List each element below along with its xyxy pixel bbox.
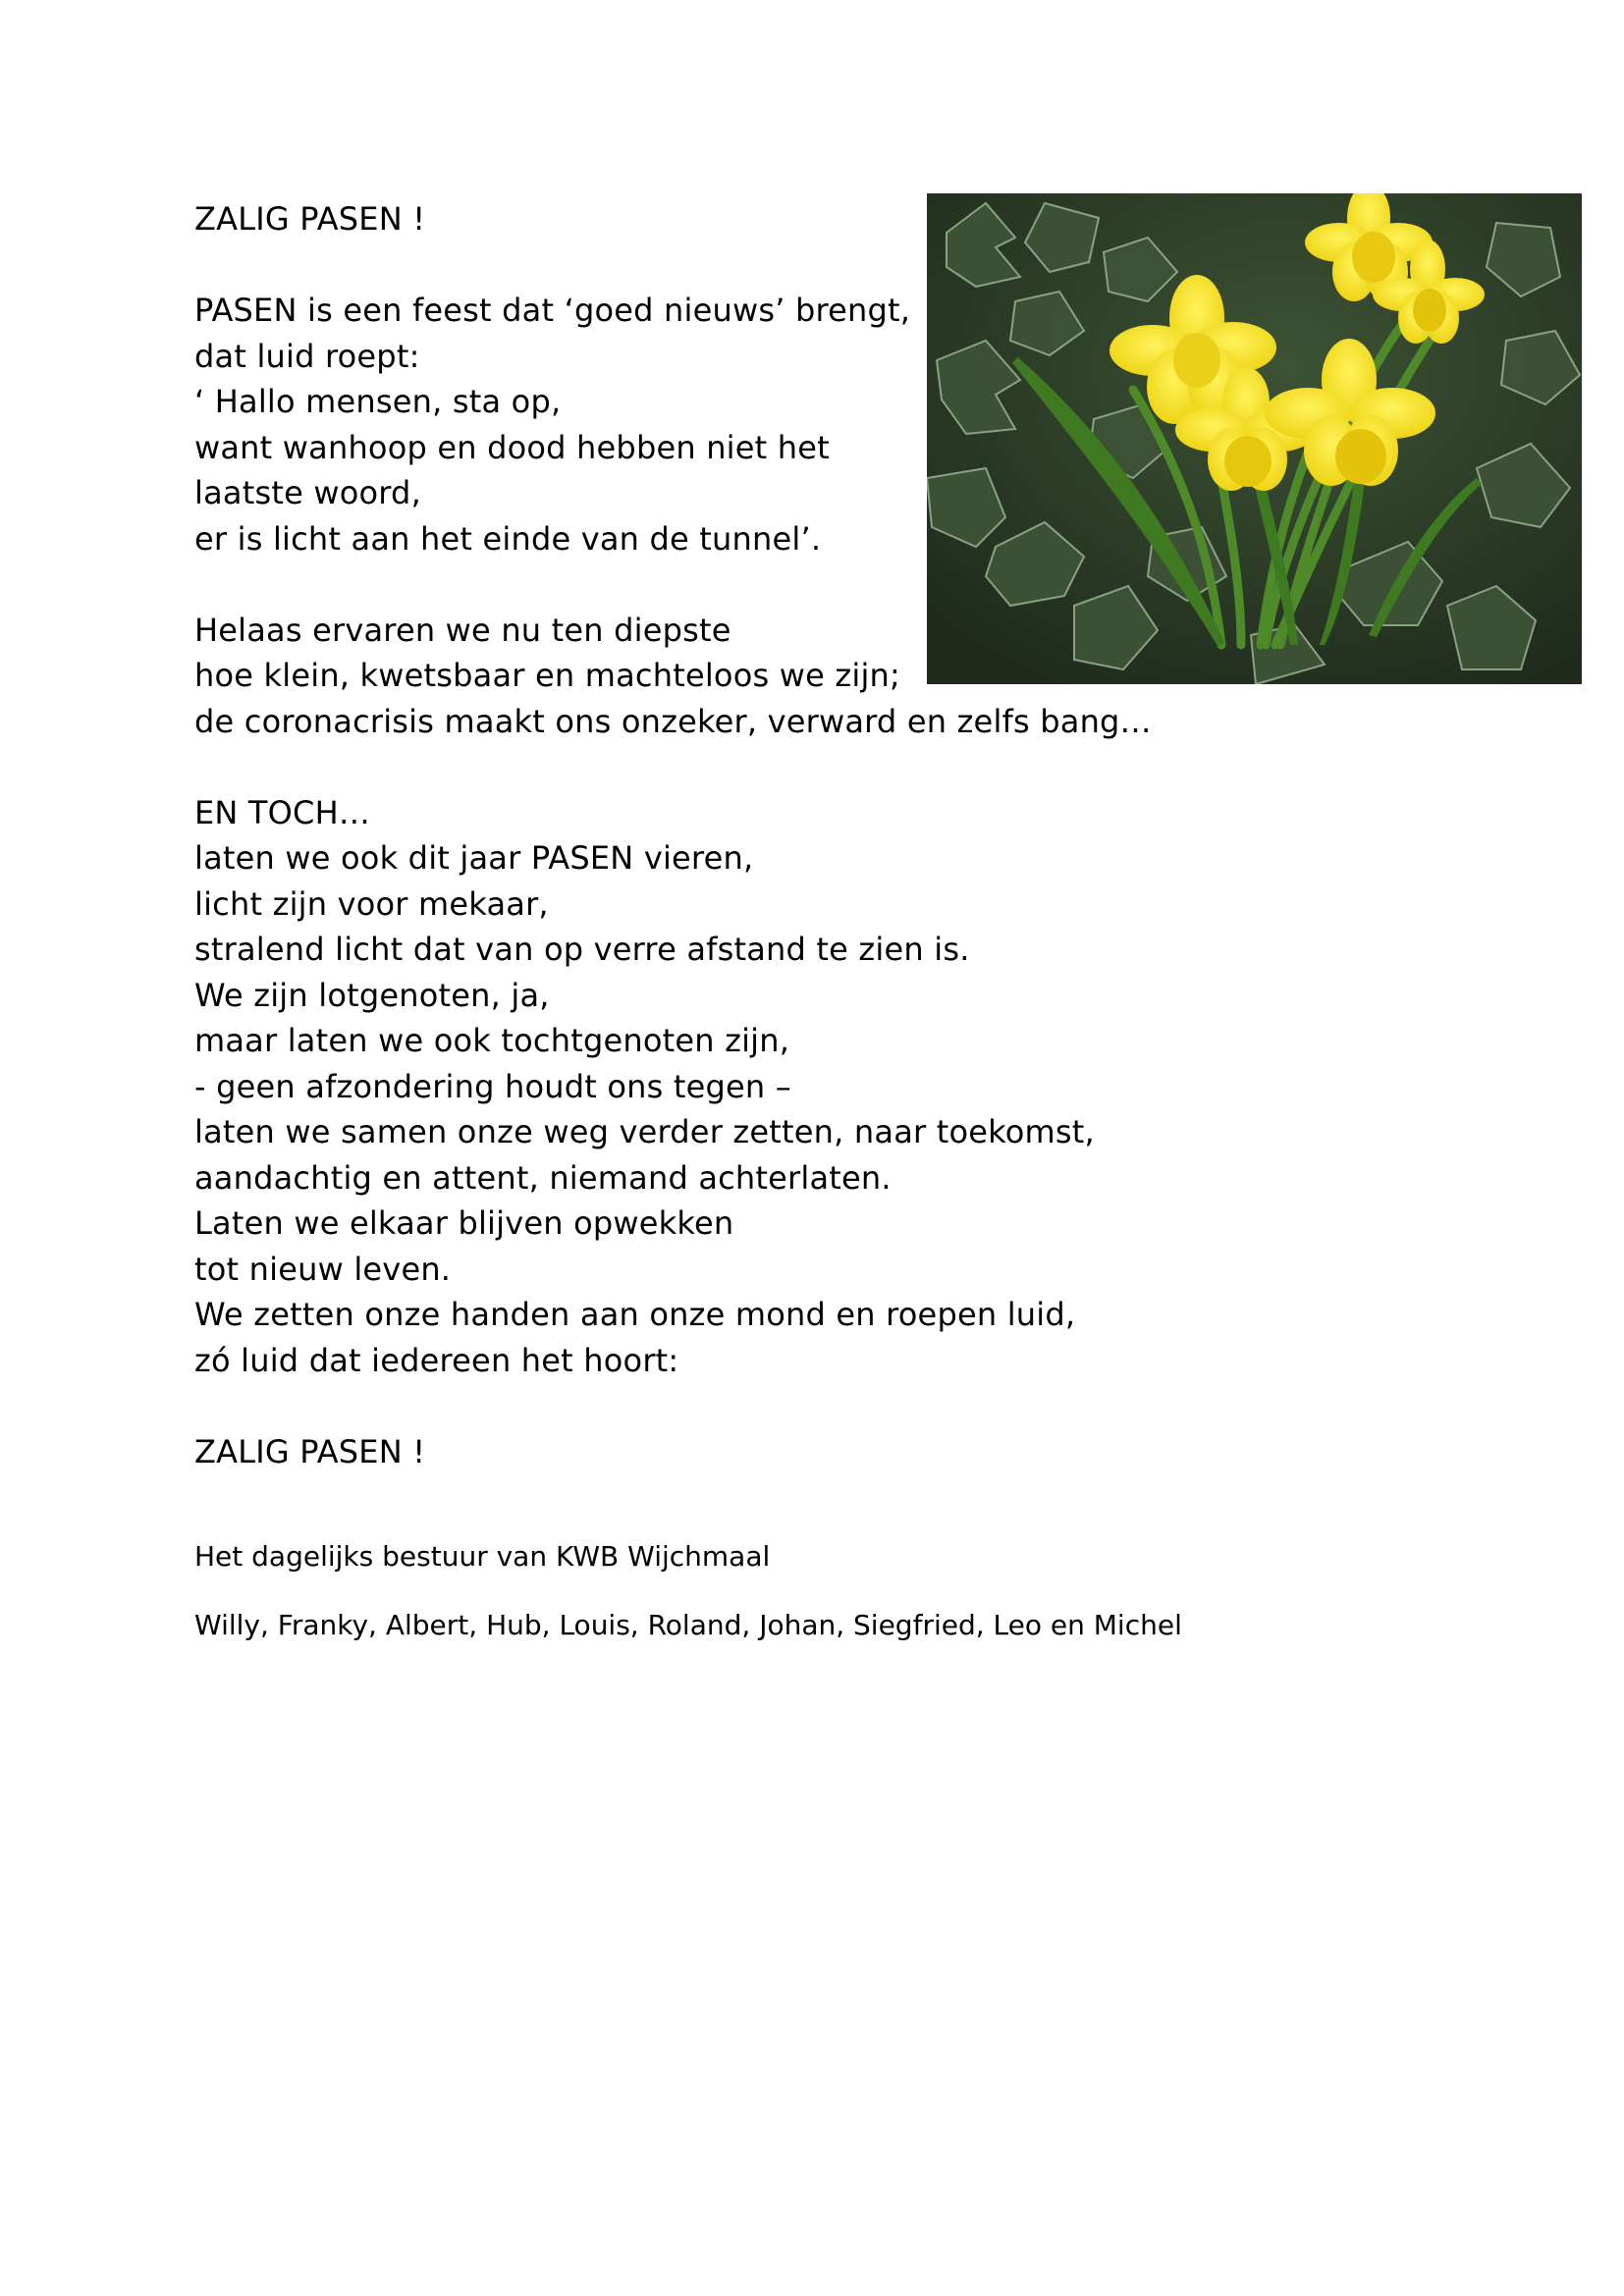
poem-line: We zetten onze handen aan onze mond en roepen luid, <box>194 1296 1076 1333</box>
poem-line: aandachtig en attent, niemand achterlaten. <box>194 1158 892 1197</box>
poem-line: licht zijn voor mekaar, <box>194 884 549 923</box>
board-signature: Het dagelijks bestuur van KWB Wijchmaal <box>194 1540 771 1573</box>
poem-line: EN TOCH… <box>194 793 371 831</box>
poem-line: maar laten we ook tochtgenoten zijn, <box>194 1022 790 1059</box>
poem-line: Laten we elkaar blijven opwekken <box>194 1204 734 1242</box>
poem-line: laten we ook dit jaar PASEN vieren, <box>194 839 754 877</box>
spacer <box>194 1575 1471 1608</box>
poem-heading: ZALIG PASEN ! <box>194 200 426 238</box>
poem-line: dat luid roept: <box>194 337 420 375</box>
poem-line: PASEN is een feest dat ‘goed nieuws’ brengt, <box>194 292 911 329</box>
blank-line <box>194 744 1471 790</box>
poem-closing: ZALIG PASEN ! <box>194 1432 426 1470</box>
poem-line: stralend licht dat van op verre afstand te zien is. <box>194 931 970 968</box>
poem-line: - geen afzondering houdt ons tegen – <box>194 1067 791 1105</box>
stanza-3 <box>194 790 1471 1384</box>
blank-line <box>194 1383 1471 1429</box>
poem-line: zó luid dat iedereen het hoort: <box>194 1341 679 1379</box>
poem-line: want wanhoop en dood hebben niet het <box>194 428 830 466</box>
poem-line: er is licht aan het einde van de tunnel’. <box>194 519 822 558</box>
daffodils-illustration <box>927 193 1582 684</box>
poem-line: Helaas ervaren we nu ten diepste <box>194 611 731 649</box>
poem-line: de coronacrisis maakt ons onzeker, verward en zelfs bang… <box>194 702 1152 740</box>
daffodils-photo <box>927 193 1582 684</box>
signature-block <box>194 1539 1471 1643</box>
board-member-names: Willy, Franky, Albert, Hub, Louis, Roland, Johan, Siegfried, Leo en Michel <box>194 1609 1182 1641</box>
poem-line: tot nieuw leven. <box>194 1250 452 1288</box>
poem-line: laatste woord, <box>194 474 421 511</box>
poem-line: ‘ Hallo mensen, sta op, <box>194 383 562 420</box>
poem-line: laten we samen onze weg verder zetten, naar toekomst, <box>194 1113 1095 1150</box>
poem-line: hoe klein, kwetsbaar en machteloos we zijn; <box>194 657 901 694</box>
poem-line: We zijn lotgenoten, ja, <box>194 976 550 1014</box>
